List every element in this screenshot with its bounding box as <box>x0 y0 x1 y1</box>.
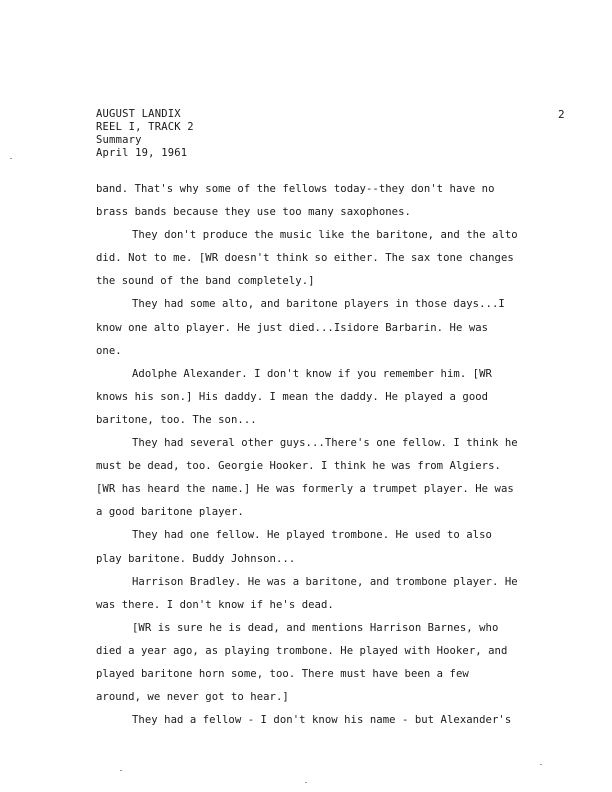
transcript-line: did. Not to me. [WR doesn't think so either. The sax tone changes <box>96 252 514 265</box>
transcript-line: Adolphe Alexander. I don't know if you remember him. [WR <box>132 367 492 380</box>
transcript-line: They had some alto, and baritone players in those days...I <box>132 298 505 311</box>
transcript-line: around, we never got to hear.] <box>96 691 289 704</box>
transcript-line: They don't produce the music like the baritone, and the alto <box>132 229 518 242</box>
page-number: 2 <box>558 108 565 121</box>
transcript-line: the sound of the band completely.] <box>96 275 315 288</box>
transcript-line: played baritone horn some, too. There must have been a few <box>96 667 469 680</box>
scan-speck <box>120 770 122 771</box>
transcript-line: band. That's why some of the fellows today--they don't have no <box>96 183 495 195</box>
transcript-line: They had one fellow. He played trombone. He used to also <box>132 529 492 542</box>
transcript-line: must be dead, too. Georgie Hooker. I think he was from Algiers. <box>96 460 501 473</box>
transcript-line: [WR has heard the name.] He was formerly a trumpet player. He was <box>96 483 514 496</box>
transcript-line: a good baritone player. <box>96 506 244 519</box>
transcript-line: They had several other guys...There's one fellow. I think he <box>132 437 518 450</box>
transcript-line: baritone, too. The son... <box>96 413 257 426</box>
scan-speck <box>305 782 307 783</box>
transcript-line: Harrison Bradley. He was a baritone, and trombone player. He <box>132 575 518 588</box>
transcript-body <box>96 178 572 732</box>
document-header <box>96 108 194 160</box>
header-reel-track: REEL I, TRACK 2 <box>96 121 194 133</box>
transcript-line: [WR is sure he is dead, and mentions Harrison Barnes, who <box>132 621 499 634</box>
header-name: AUGUST LANDIX <box>96 108 181 120</box>
transcript-line: died a year ago, as playing trombone. He played with Hooker, and <box>96 644 508 657</box>
scan-speck <box>540 764 542 765</box>
transcript-line: know one alto player. He just died...Isidore Barbarin. He was <box>96 321 489 334</box>
transcript-line: one. <box>96 344 122 357</box>
scan-speck <box>10 158 12 159</box>
transcript-line: knows his son.] His daddy. I mean the daddy. He played a good <box>96 390 489 403</box>
transcript-line: They had a fellow - I don't know his name - but Alexander's <box>132 714 512 727</box>
header-date: April 19, 1961 <box>96 147 188 159</box>
header-summary: Summary <box>96 134 142 146</box>
transcript-line: was there. I don't know if he's dead. <box>96 598 334 611</box>
transcript-line: brass bands because they use too many saxophones. <box>96 206 411 219</box>
transcript-line: play baritone. Buddy Johnson... <box>96 552 296 565</box>
